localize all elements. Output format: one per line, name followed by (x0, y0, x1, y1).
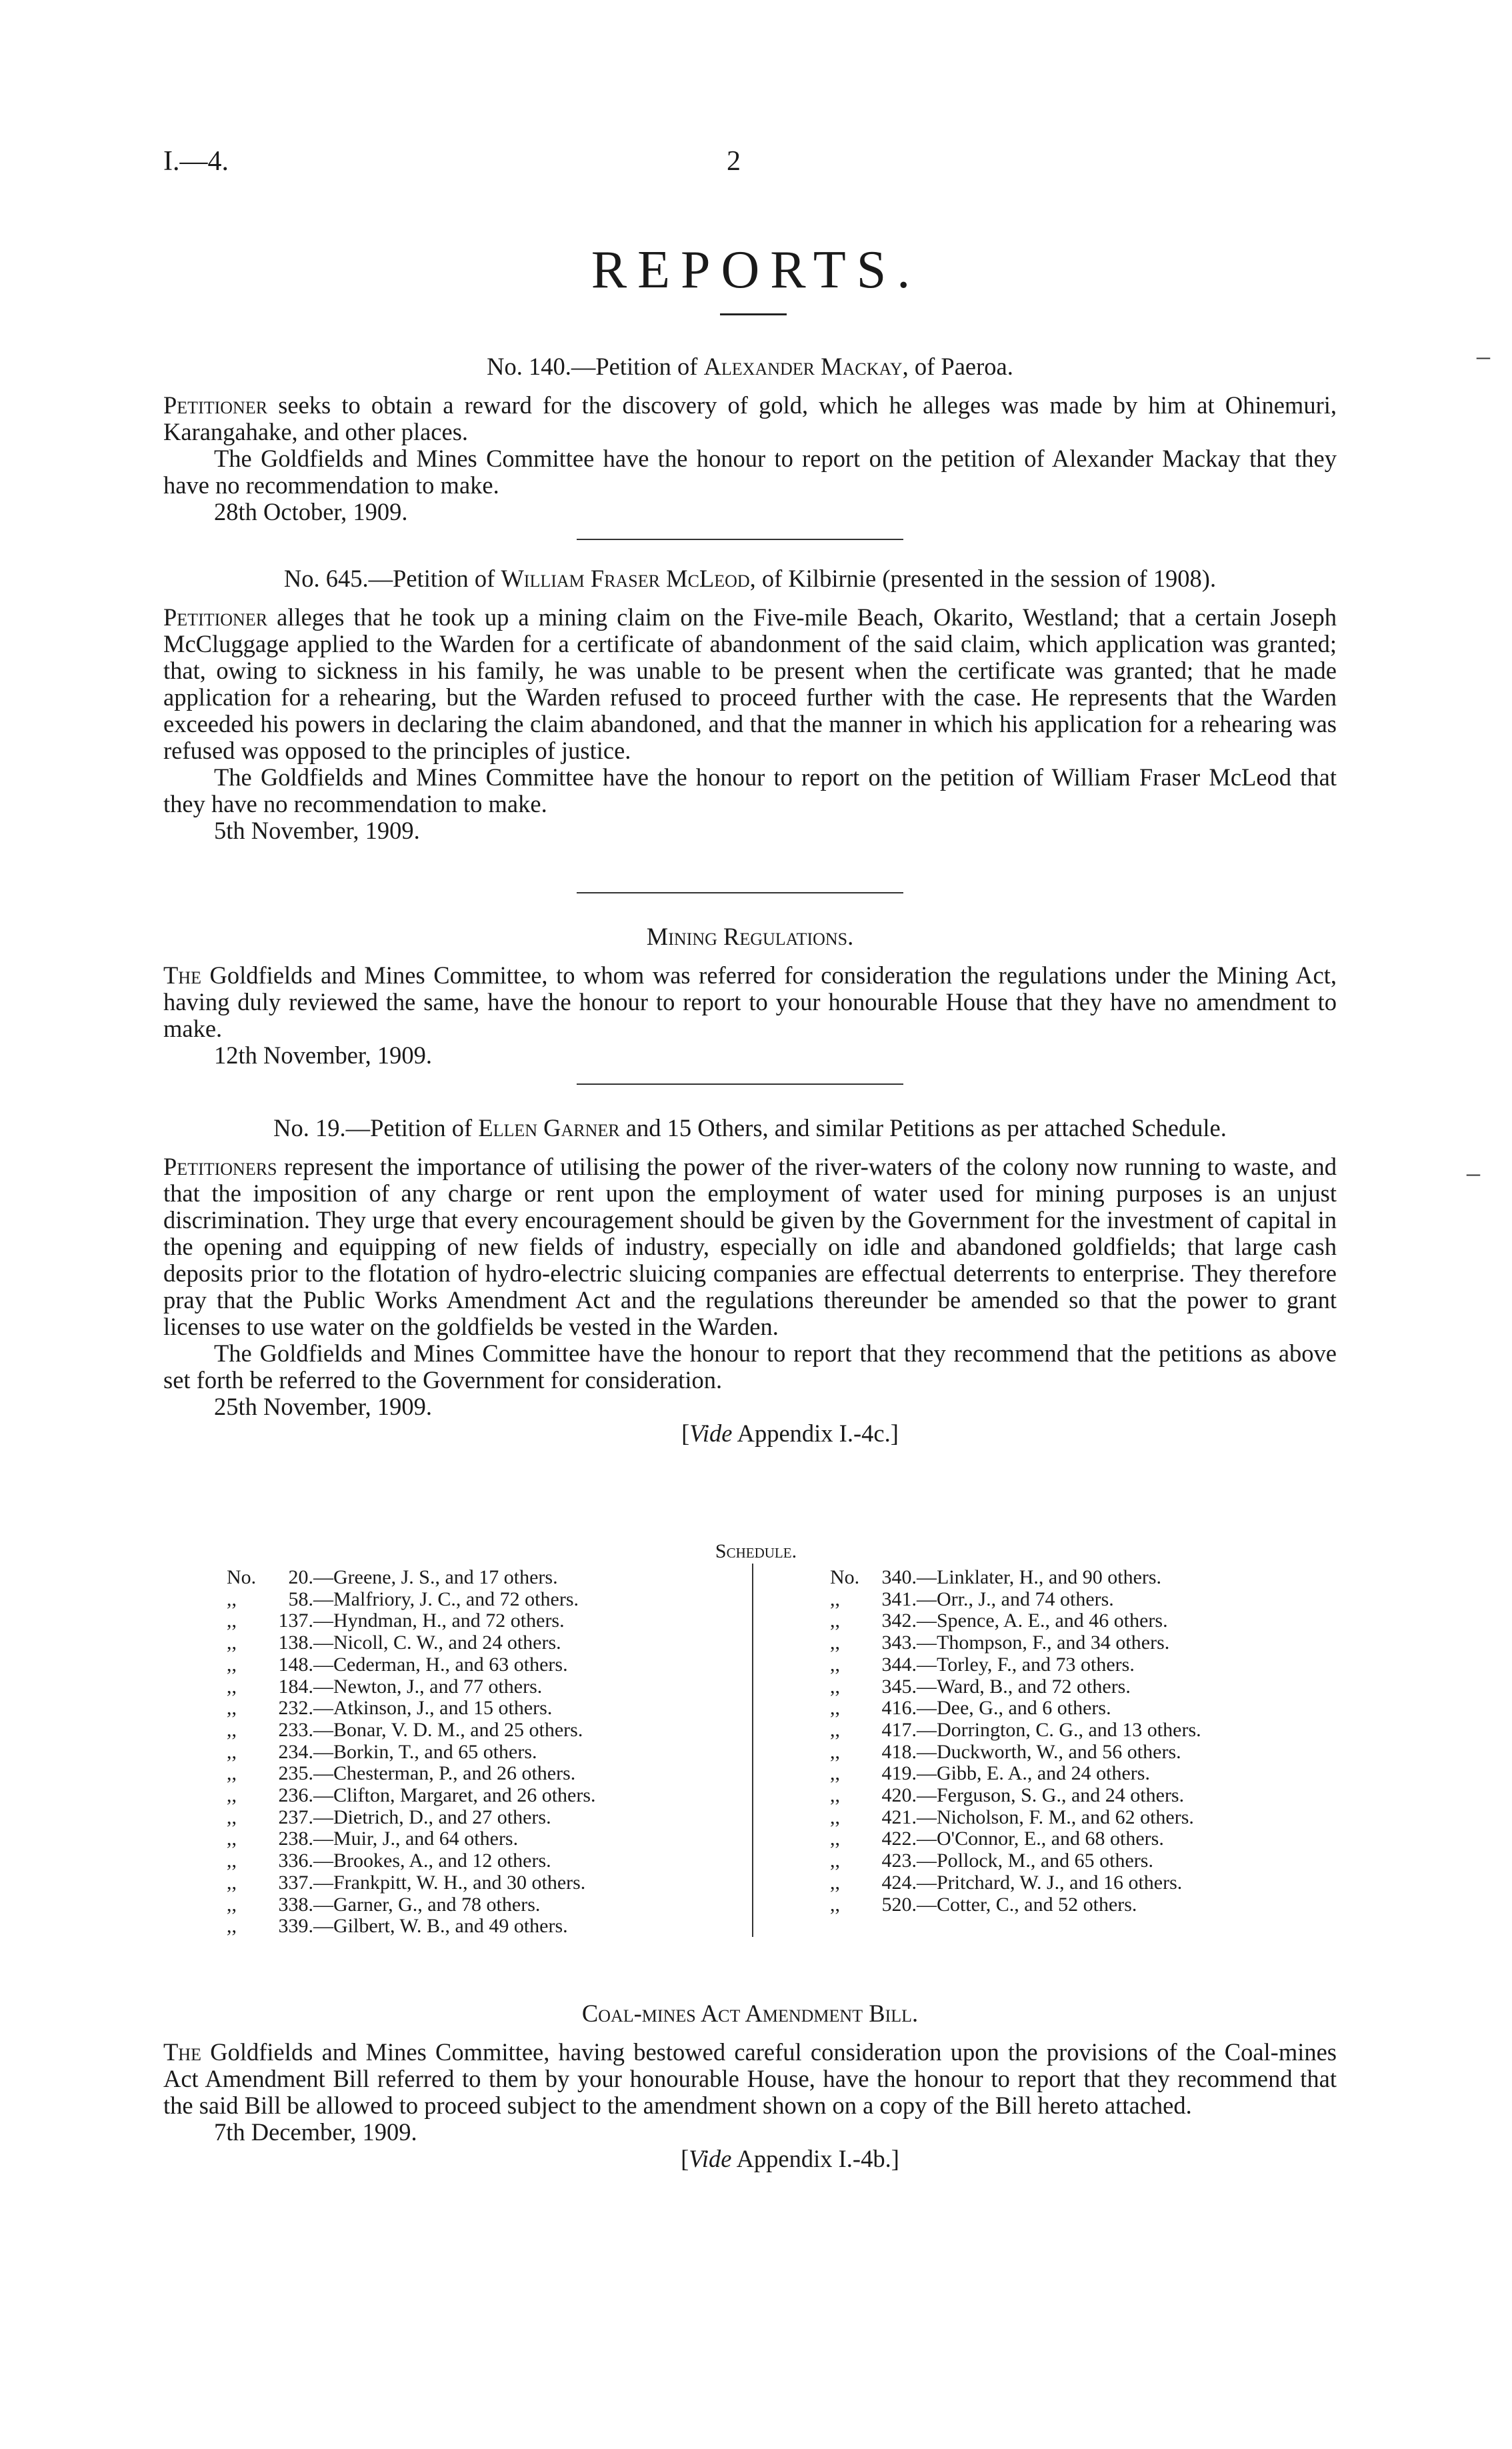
schedule-prefix: ,, (227, 1588, 237, 1610)
section-body: The Goldfields and Mines Committee, to whom was referred for consideration the regulations under the Mining Act, having duly reviewed the same, have the honour to report to your honourable House that they have no amendment to make. (163, 961, 1337, 1042)
petition-heading: No. 140.—Petition of Alexander Mackay, of Paeroa. (487, 353, 1013, 380)
schedule-entry: —Brookes, A., and 12 others. (313, 1850, 551, 1872)
schedule-entry: —Nicholson, F. M., and 62 others. (917, 1806, 1194, 1828)
schedule-entry: —Gibb, E. A., and 24 others. (917, 1762, 1150, 1785)
schedule-prefix: ,, (227, 1806, 237, 1828)
schedule-prefix: ,, (830, 1806, 840, 1828)
schedule-row (830, 1807, 1201, 1829)
schedule-row (227, 1698, 596, 1720)
schedule-number: 233. (278, 1718, 313, 1741)
schedule-entry: —Pritchard, W. J., and 16 others. (917, 1871, 1183, 1894)
schedule-row (227, 1676, 596, 1698)
section-mackay-petition (163, 353, 1337, 525)
section-coal-mines-bill (163, 2000, 1337, 2172)
schedule-prefix: ,, (830, 1871, 840, 1894)
schedule-prefix: ,, (830, 1588, 840, 1610)
schedule-entry: —Borkin, T., and 65 others. (313, 1740, 537, 1763)
section-garner-petition (163, 1115, 1337, 1447)
schedule-entry: —Orr., J., and 74 others. (917, 1588, 1114, 1610)
schedule-row (227, 1872, 596, 1894)
schedule-entry: —Clifton, Margaret, and 26 others. (313, 1784, 596, 1807)
schedule-prefix: ,, (830, 1762, 840, 1785)
schedule-row (830, 1610, 1201, 1632)
section-rule (577, 539, 903, 540)
schedule-row (830, 1742, 1201, 1764)
schedule-entry: —Thompson, F., and 34 others. (917, 1632, 1170, 1654)
petition-body: Petitioner seeks to obtain a reward for the discovery of gold, which he alleges was made by him at Ohinemuri, Karangahake, and other places. (163, 391, 1337, 445)
schedule-number: 420. (881, 1784, 917, 1807)
schedule-number: 342. (881, 1610, 917, 1632)
schedule-prefix: ,, (830, 1610, 840, 1632)
schedule-row (830, 1828, 1201, 1850)
schedule-entry: —Cotter, C., and 52 others. (917, 1893, 1137, 1916)
schedule-prefix: ,, (227, 1828, 237, 1850)
schedule-prefix: ,, (830, 1653, 840, 1676)
schedule-prefix: ,, (227, 1740, 237, 1763)
schedule-entry: —Nicoll, C. W., and 24 others. (313, 1632, 561, 1654)
schedule-entry: —Bonar, V. D. M., and 25 others. (313, 1718, 583, 1741)
petition-heading: No. 19.—Petition of Ellen Garner and 15 Others, and similar Petitions as per attached Schedule. (273, 1114, 1227, 1141)
schedule-entry: —Cederman, H., and 63 others. (313, 1653, 568, 1676)
schedule-title: Schedule. (715, 1540, 797, 1562)
schedule-number: 238. (278, 1828, 313, 1850)
section-mcleod-petition (163, 565, 1337, 844)
schedule-prefix: ,, (830, 1828, 840, 1850)
schedule-prefix: ,, (227, 1610, 237, 1632)
schedule-prefix: ,, (227, 1632, 237, 1654)
schedule-row (227, 1763, 596, 1785)
schedule-row (227, 1785, 596, 1807)
schedule-prefix: ,, (830, 1784, 840, 1807)
appendix-reference: [Vide Appendix I.-4c.] (681, 1420, 899, 1447)
schedule-number: 418. (881, 1740, 917, 1763)
schedule-number: 345. (881, 1675, 917, 1698)
schedule-number: 343. (881, 1632, 917, 1654)
schedule-row (227, 1589, 596, 1611)
schedule-prefix: ,, (830, 1740, 840, 1763)
schedule-prefix: ,, (830, 1850, 840, 1872)
schedule-row (227, 1610, 596, 1632)
schedule-number: 235. (278, 1762, 313, 1785)
schedule-number: 138. (278, 1632, 313, 1654)
petition-heading: No. 645.—Petition of William Fraser McLeod, of Kilbirnie (presented in the session of 1908). (283, 565, 1217, 592)
report-date: 5th November, 1909. (214, 817, 420, 844)
schedule-prefix: ,, (227, 1850, 237, 1872)
schedule-number: 417. (881, 1718, 917, 1741)
margin-mark: – (1477, 341, 1490, 371)
schedule-entry: —Atkinson, J., and 15 others. (313, 1697, 553, 1720)
schedule-number: 422. (881, 1828, 917, 1850)
schedule-number: 424. (881, 1871, 917, 1894)
schedule-entry: —Dorrington, C. G., and 13 others. (917, 1718, 1201, 1741)
section-body: The Goldfields and Mines Committee, having bestowed careful consideration upon the provisions of the Coal-mines Act Amendment Bill referred to them by your honourable House, have the honour to report that they recommend that the said Bill be allowed to proceed subject to the amendment shown on a copy of the Bill hereto attached. (163, 2038, 1337, 2119)
page-number: 2 (727, 146, 741, 177)
schedule-prefix: ,, (227, 1762, 237, 1785)
petition-body: Petitioner alleges that he took up a mining claim on the Five-mile Beach, Okarito, Westland; that a certain Joseph McCluggage applied to the Warden for a certificate of abandonment of the said claim, which application was granted; that, owing to sickness in his family, he was unable to be present when the certificate was granted; that he made application for a rehearing, but the Warden refused to proceed further with the case. He represents that the Warden exceeded his powers in declaring the claim abandoned, and that the manner in which his application for a rehearing was refused was opposed to the principles of justice. (163, 603, 1337, 764)
schedule-prefix: ,, (227, 1871, 237, 1894)
schedule-prefix: ,, (830, 1632, 840, 1654)
schedule-prefix: ,, (227, 1675, 237, 1698)
schedule-number: 148. (278, 1653, 313, 1676)
committee-report: The Goldfields and Mines Committee have the honour to report on the petition of William Fraser McLeod that they have no recommendation to make. (163, 763, 1337, 817)
schedule-number: 336. (278, 1850, 313, 1872)
committee-report: The Goldfields and Mines Committee have the honour to report that they recommend that the petitions as above set forth be referred to the Government for consideration. (163, 1340, 1337, 1394)
schedule-number: 184. (278, 1675, 313, 1698)
schedule-number: 341. (881, 1588, 917, 1610)
schedule-entry: —Pollock, M., and 65 others. (917, 1850, 1153, 1872)
schedule-row (830, 1567, 1201, 1589)
schedule-right-column (830, 1567, 1201, 1916)
schedule-row (830, 1654, 1201, 1676)
section-mining-regulations (163, 923, 1337, 1069)
schedule-prefix: ,, (830, 1718, 840, 1741)
schedule-entry: —Newton, J., and 77 others. (313, 1675, 543, 1698)
schedule-number: 137. (278, 1610, 313, 1632)
schedule-entry: —Muir, J., and 64 others. (313, 1828, 519, 1850)
committee-report: The Goldfields and Mines Committee have the honour to report on the petition of Alexander Mackay that they have no recommendation to make. (163, 445, 1337, 499)
schedule-prefix: ,, (830, 1697, 840, 1720)
section-heading: Coal-mines Act Amendment Bill. (581, 2000, 919, 2027)
margin-mark: – (1467, 1157, 1480, 1187)
schedule-prefix: ,, (830, 1675, 840, 1698)
schedule-row (227, 1742, 596, 1764)
schedule-number: 340. (881, 1566, 917, 1588)
schedule-row (830, 1720, 1201, 1742)
schedule-row (227, 1828, 596, 1850)
schedule-number: 58. (288, 1588, 313, 1610)
schedule-prefix: ,, (227, 1893, 237, 1916)
schedule-row (227, 1632, 596, 1654)
schedule-number: 419. (881, 1762, 917, 1785)
schedule-row (830, 1850, 1201, 1872)
schedule-entry: —Torley, F., and 73 others. (917, 1653, 1135, 1676)
section-heading: Mining Regulations. (646, 923, 854, 950)
schedule-row (830, 1698, 1201, 1720)
schedule-row (227, 1916, 596, 1938)
schedule-prefix: No. (227, 1566, 257, 1588)
schedule-prefix: No. (830, 1566, 860, 1588)
report-date: 12th November, 1909. (214, 1041, 432, 1069)
schedule-row (227, 1720, 596, 1742)
schedule-number: 337. (278, 1871, 313, 1894)
schedule-divider (752, 1564, 753, 1937)
schedule-entry: —Ward, B., and 72 others. (917, 1675, 1131, 1698)
schedule-row (227, 1850, 596, 1872)
petition-body: Petitioners represent the importance of utilising the power of the river-waters of the colony now running to waste, and that the imposition of any charge or rent upon the employment of water used for mining purposes is an unjust discrimination. They urge that every encouragement should be given by the Government for the investment of capital in the opening and equipping of new fields of industry, especially on idle and abandoned goldfields; that large cash deposits prior to the flotation of hydro-electric sluicing companies are effectual deterrents to enterprise. They therefore pray that the Public Works Amendment Act and the regulations thereunder be amended so that the power to grant licenses to use water on the goldfields be vested in the Warden. (163, 1153, 1337, 1340)
section-rule (577, 1083, 903, 1085)
schedule-entry: —Dee, G., and 6 others. (917, 1697, 1111, 1720)
schedule-number: 237. (278, 1806, 313, 1828)
schedule-prefix: ,, (227, 1915, 237, 1938)
schedule-row (830, 1589, 1201, 1611)
schedule-number: 416. (881, 1697, 917, 1720)
schedule-number: 338. (278, 1893, 313, 1916)
schedule-prefix: ,, (227, 1653, 237, 1676)
schedule-prefix: ,, (227, 1697, 237, 1720)
schedule-row (227, 1567, 596, 1589)
report-date: 28th October, 1909. (214, 498, 408, 525)
schedule-row (830, 1676, 1201, 1698)
schedule-entry: —Malfriory, J. C., and 72 others. (313, 1588, 579, 1610)
schedule-number: 232. (278, 1697, 313, 1720)
schedule-number: 234. (278, 1740, 313, 1763)
schedule-left-column (227, 1567, 596, 1938)
schedule-entry: —Hyndman, H., and 72 others. (313, 1610, 565, 1632)
schedule-number: 421. (881, 1806, 917, 1828)
appendix-reference: [Vide Appendix I.-4b.] (681, 2145, 899, 2172)
schedule-entry: —Greene, J. S., and 17 others. (313, 1566, 558, 1588)
schedule-entry: —Garner, G., and 78 others. (313, 1893, 541, 1916)
report-date: 25th November, 1909. (214, 1393, 432, 1420)
schedule-row (830, 1632, 1201, 1654)
schedule-entry: —Spence, A. E., and 46 others. (917, 1610, 1168, 1632)
schedule-row (227, 1654, 596, 1676)
schedule-row (830, 1785, 1201, 1807)
schedule-row (227, 1894, 596, 1916)
schedule-row (830, 1894, 1201, 1916)
schedule-entry: —Gilbert, W. B., and 49 others. (313, 1915, 568, 1938)
schedule-number: 520. (881, 1893, 917, 1916)
schedule-entry: —Linklater, H., and 90 others. (917, 1566, 1162, 1588)
schedule-entry: —Frankpitt, W. H., and 30 others. (313, 1871, 586, 1894)
report-date: 7th December, 1909. (214, 2118, 417, 2146)
schedule-row (227, 1807, 596, 1829)
schedule-number: 236. (278, 1784, 313, 1807)
schedule-entry: —Dietrich, D., and 27 others. (313, 1806, 551, 1828)
schedule-number: 344. (881, 1653, 917, 1676)
schedule-entry: —O'Connor, E., and 68 others. (917, 1828, 1164, 1850)
schedule-prefix: ,, (830, 1893, 840, 1916)
title-rule (720, 313, 787, 315)
schedule-number: 423. (881, 1850, 917, 1872)
schedule-number: 20. (288, 1566, 313, 1588)
schedule-row (830, 1872, 1201, 1894)
schedule-prefix: ,, (227, 1718, 237, 1741)
document-reference: I.—4. (163, 146, 229, 177)
schedule-row (830, 1763, 1201, 1785)
page-title: REPORTS. (591, 241, 921, 299)
schedule-prefix: ,, (227, 1784, 237, 1807)
section-rule (577, 892, 903, 893)
schedule-number: 339. (278, 1915, 313, 1938)
schedule-entry: —Ferguson, S. G., and 24 others. (917, 1784, 1185, 1807)
schedule-entry: —Duckworth, W., and 56 others. (917, 1740, 1181, 1763)
schedule-entry: —Chesterman, P., and 26 others. (313, 1762, 576, 1785)
